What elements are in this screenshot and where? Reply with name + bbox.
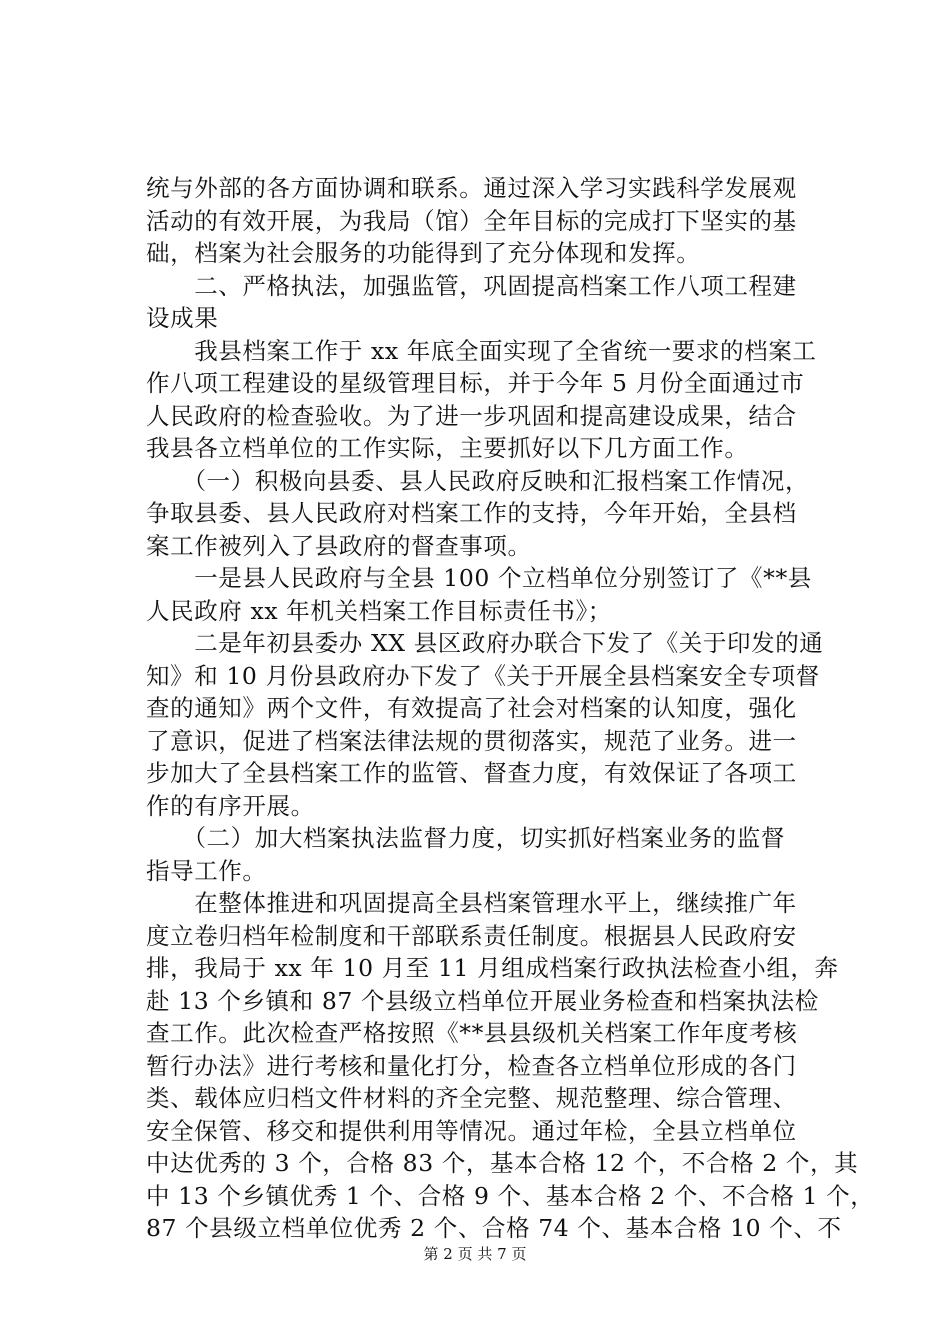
text-line: 查的通知》两个文件，有效提高了社会对档案的认知度，强化	[146, 694, 797, 722]
text-line: 赴 13 个乡镇和 87 个县级立档单位开展业务检查和档案执法检	[146, 986, 819, 1015]
text-line: 作八项工程建设的星级管理目标，并于今年 5 月份全面通过市	[146, 369, 805, 397]
subsection-heading-line: （一）积极向县委、县人民政府反映和汇报档案工作情况，	[146, 466, 810, 495]
text-line: 人民政府的检查验收。为了进一步巩固和提高建设成果，结合	[146, 401, 797, 430]
text-line: 活动的有效开展，为我局（馆）全年目标的完成打下坚实的基	[146, 206, 797, 235]
text-line: 度立卷归档年检制度和干部联系责任制度。根据县人民政府安	[146, 921, 797, 950]
text-line: 步加大了全县档案工作的监管、督查力度，有效保证了各项工	[146, 759, 797, 787]
subsection-heading-line: 指导工作。	[146, 856, 267, 885]
text-line: 我县各立档单位的工作实际，主要抓好以下几方面工作。	[146, 434, 749, 462]
document-body	[146, 172, 875, 1245]
text-line: 知》和 10 月份县政府办下发了《关于开展全县档案安全专项督	[146, 661, 820, 690]
text-line: 一是县人民政府与全县 100 个立档单位分别签订了《**县	[146, 564, 812, 592]
section-heading-line: 二、严格执法，加强监管，巩固提高档案工作八项工程建	[146, 271, 797, 300]
text-line: 了意识，促进了档案法律法规的贯彻落实，规范了业务。进一	[146, 726, 797, 755]
text-line: 排，我局于 xx 年 10 月至 11 月组成档案行政执法检查小组，奔	[146, 954, 839, 982]
text-line: 中达优秀的 3 个，合格 83 个，基本合格 12 个，不合格 2 个，其	[146, 1149, 859, 1177]
subsection-heading-line: 案工作被列入了县政府的督查事项。	[146, 531, 532, 560]
page-footer	[0, 1244, 950, 1264]
text-line: 安全保管、移交和提供利用等情况。通过年检，全县立档单位	[146, 1116, 797, 1145]
text-line: 础，档案为社会服务的功能得到了充分体现和发挥。	[146, 239, 701, 267]
section-heading-line: 设成果	[146, 304, 219, 332]
text-line: 我县档案工作于 xx 年底全面实现了全省统一要求的档案工	[146, 336, 817, 365]
text-line: 暂行办法》进行考核和量化打分，检查各立档单位形成的各门	[146, 1051, 797, 1080]
text-line: 在整体推进和巩固提高全县档案管理水平上，继续推广年	[146, 889, 797, 917]
subsection-heading-line: （二）加大档案执法监督力度，切实抓好档案业务的监督	[146, 824, 785, 852]
text-line: 二是年初县委办 XX 县区政府办联合下发了《关于印发的通	[146, 629, 824, 657]
text-line: 类、载体应归档文件材料的齐全完整、规范整理、综合管理、	[146, 1084, 797, 1112]
text-line: 87 个县级立档单位优秀 2 个、合格 74 个、基本合格 10 个、不	[146, 1214, 842, 1242]
subsection-heading-line: 争取县委、县人民政府对档案工作的支持，今年开始，全县档	[146, 499, 797, 527]
page-number-label: 第 2 页 共 7 页	[423, 1245, 527, 1263]
text-line: 作的有序开展。	[146, 791, 315, 820]
text-line: 人民政府 xx 年机关档案工作目标责任书》；	[146, 596, 612, 625]
text-line: 统与外部的各方面协调和联系。通过深入学习实践科学发展观	[146, 174, 797, 202]
text-line: 中 13 个乡镇优秀 1 个、合格 9 个、基本合格 2 个、不合格 1 个，	[146, 1181, 875, 1210]
text-line: 查工作。此次检查严格按照《**县县级机关档案工作年度考核	[146, 1019, 798, 1047]
